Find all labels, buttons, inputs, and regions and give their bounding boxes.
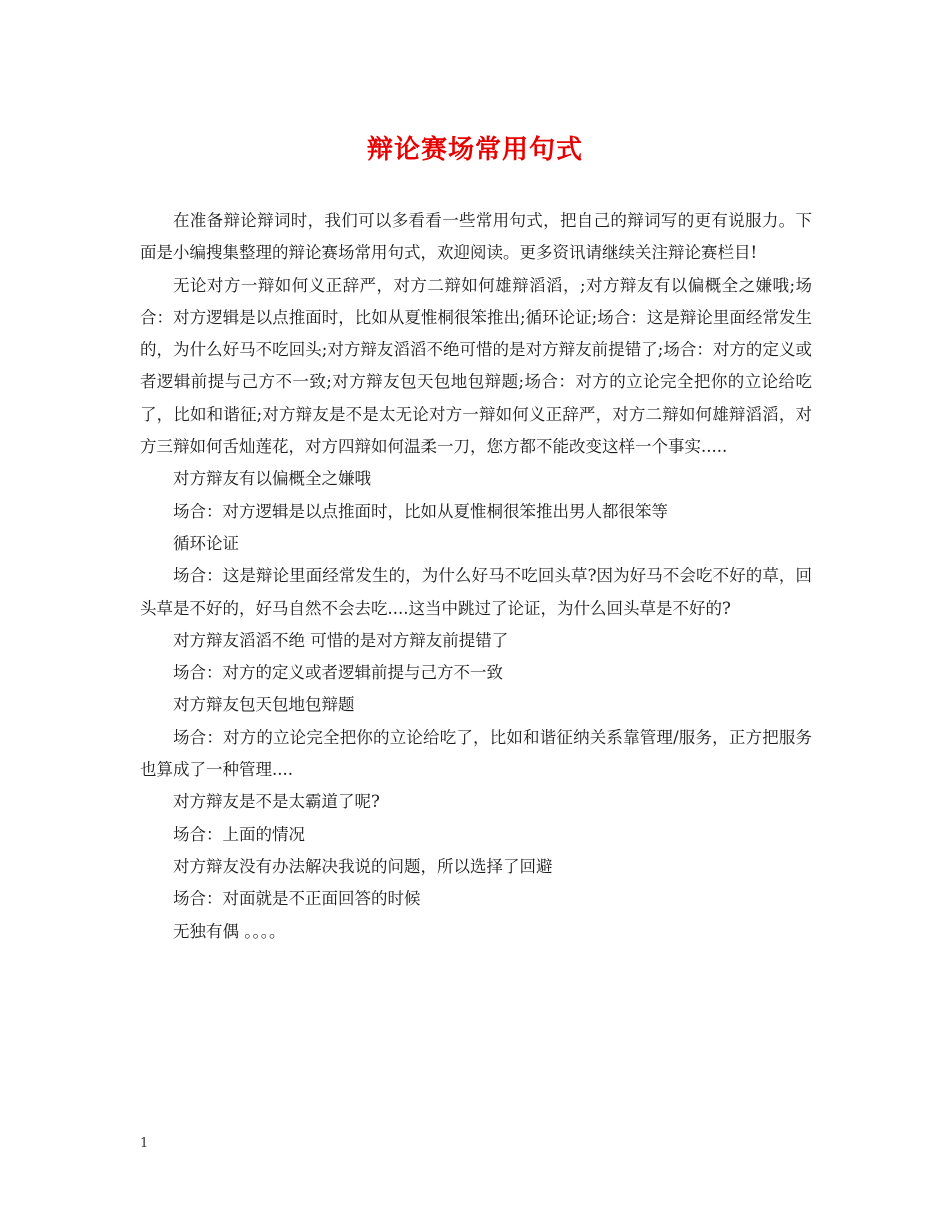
page-number: 1 <box>140 1136 149 1151</box>
paragraph-occasion: 场合：上面的情况 <box>173 824 305 844</box>
paragraph-occasion: 场合：对方逻辑是以点推面时，比如从夏惟桐很笨推出男人都很笨等 <box>173 501 668 521</box>
paragraph-item: 对方辩友没有办法解决我说的问题，所以选择了回避 <box>173 856 553 876</box>
paragraph-occasion: 场合：这是辩论里面经常发生的，为什么好马不吃回头草?因为好马不会吃不好的草，回头草是不好的，好马自然不会去吃....这当中跳过了论证，为什么回头草是不好的? <box>140 566 812 618</box>
paragraph-item: 对方辩友是不是太霸道了呢? <box>173 792 380 812</box>
paragraph-summary: 无论对方一辩如何义正辞严，对方二辩如何雄辩滔滔，;对方辩友有以偏概全之嫌哦;场合：对方逻辑是以点推面时，比如从夏惟桐很笨推出;循环论证;场合：这是辩论里面经常发生的，为什么好马不吃回头;对方辩友滔滔不绝可惜的是对方辩友前提错了;场合：对方的定义或者逻辑前提与己方不一致;对方辩友包天包地包辩题;场合：对方的立论完全把你的立论给吃了，比如和谐征;对方辩友是不是太无论对方一辩如何义正辞严，对方二辩如何雄辩滔滔，对方三辩如何舌灿莲花，对方四辩如何温柔一刀，您方都不能改变这样一个事实..... <box>140 275 812 457</box>
document-title: 辩论赛场常用句式 <box>366 135 583 165</box>
paragraph-occasion: 场合：对方的定义或者逻辑前提与己方不一致 <box>173 663 503 683</box>
paragraph-item: 对方辩友有以偏概全之嫌哦 <box>173 469 371 489</box>
paragraph-item: 无独有偶 。。。。 <box>173 921 286 941</box>
paragraph-occasion: 场合：对方的立论完全把你的立论给吃了，比如和谐征纳关系靠管理/服务，正方把服务也算成了一种管理.... <box>140 727 812 780</box>
paragraph-intro: 在准备辩论辩词时，我们可以多看看一些常用句式，把自己的辩词写的更有说服力。下面是小编搜集整理的辩论赛场常用句式，欢迎阅读。更多资讯请继续关注辩论赛栏目! <box>140 211 812 263</box>
paragraph-item: 对方辩友包天包地包辩题 <box>173 695 355 715</box>
paragraph-item: 循环论证 <box>173 533 239 553</box>
paragraph-occasion: 场合：对面就是不正面回答的时候 <box>173 889 421 909</box>
paragraph-item: 对方辩友滔滔不绝 可惜的是对方辩友前提错了 <box>173 630 509 650</box>
document-body <box>140 205 812 948</box>
